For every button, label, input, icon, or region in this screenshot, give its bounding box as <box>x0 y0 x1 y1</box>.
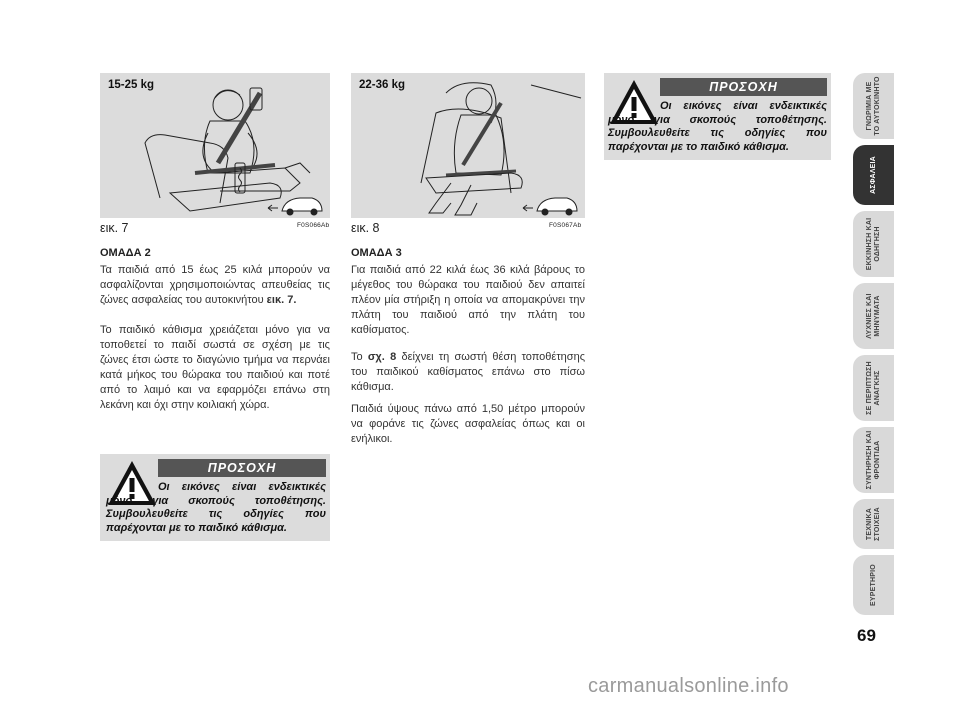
tab-safety[interactable] <box>853 145 894 205</box>
tab-label: ΕΥΡΕΤΗΡΙΟ <box>869 564 877 606</box>
tab-maintenance-care[interactable] <box>853 427 894 493</box>
child-seat-group3-illustration <box>351 73 585 218</box>
figure-caption: εικ. 8 <box>351 221 380 235</box>
body-paragraph <box>351 350 585 395</box>
tab-label: ΓΝΩΡΙΜΙΑ ΜΕ ΤΟ ΑΥΤΟΚΙΝΗΤΟ <box>865 76 881 136</box>
figure-reference: σχ. 8 <box>367 351 397 363</box>
body-paragraph <box>100 323 330 413</box>
figure-code: F0S066Ab <box>297 222 330 229</box>
figure-weight-label: 22-36 kg <box>359 79 406 91</box>
warning-text: Οι εικόνες είναι ενδεικτικές μόνο για σκοπούς τοποθέτησης. Συμβουλευθείτε τις οδηγίες που παρέχονται με το παιδικό κάθισμα. <box>106 481 326 534</box>
figure-weight-label: 15-25 kg <box>108 79 155 91</box>
tab-index[interactable] <box>853 555 894 615</box>
paragraph-text: δείχνει τη σωστή θέση τοποθέτησης του παιδικού καθίσματος επάνω στο πίσω κάθισμα. <box>351 351 585 393</box>
warning-title: ΠΡΟΣΟΧΗ <box>660 78 827 96</box>
warning-title: ΠΡΟΣΟΧΗ <box>158 459 326 477</box>
tab-label: ΑΣΦΑΛΕΙΑ <box>869 156 877 194</box>
paragraph-text: Το <box>351 351 368 363</box>
paragraph-text: Παιδιά ύψους πάνω από 1,50 μέτρο μπορούν να φοράνε τις ζώνες ασφαλείας όπως και οι ενήλικοι. <box>351 403 585 445</box>
tab-technical-data[interactable] <box>853 499 894 549</box>
warning-text: Οι εικόνες είναι ενδεικτικές μόνο για σκοπούς τοποθέτησης. Συμβουλευθείτε τις οδηγίες που παρέχονται με το παιδικό κάθισμα. <box>608 100 827 153</box>
figure-code: F0S067Ab <box>549 222 582 229</box>
tab-label: ΣΥΝΤΗΡΗΣΗ ΚΑΙ ΦΡΟΝΤΙΔΑ <box>865 430 881 490</box>
figure-7 <box>100 73 330 218</box>
figure-reference: εικ. 7 <box>266 294 294 306</box>
tab-label: ΣΕ ΠΕΡΙΠΤΩΣΗ ΑΝΑΓΚΗΣ <box>865 361 881 415</box>
tab-lights-messages[interactable] <box>853 283 894 349</box>
section-heading: ΟΜΑΔΑ 2 <box>100 247 151 259</box>
warning-box <box>100 454 330 541</box>
body-paragraph <box>351 402 585 447</box>
tab-starting-driving[interactable] <box>853 211 894 277</box>
watermark: carmanualsonline.info <box>588 675 789 697</box>
tab-label: ΕΚΚΙΝΗΣΗ ΚΑΙ ΟΔΗΓΗΣΗ <box>865 217 881 271</box>
figure-caption: εικ. 7 <box>100 221 129 235</box>
figure-8 <box>351 73 585 218</box>
paragraph-text: Για παιδιά από 22 κιλά έως 36 κιλά βάρους το μέγεθος του θώρακα του παιδιού δεν απαιτεί πλέον μία στήριξη η οποία να απομακρύνει την πλάτη του παιδιού από την πλάτη του καθίσματος. <box>351 264 585 336</box>
child-booster-seat-illustration <box>100 73 330 218</box>
section-heading: ΟΜΑΔΑ 3 <box>351 247 402 259</box>
tab-label: ΤΕΧΝΙΚΑ ΣΤΟΙΧΕΙΑ <box>865 507 881 541</box>
warning-box <box>604 73 831 160</box>
paragraph-text: Τα παιδιά από 15 έως 25 κιλά μπορούν να ασφαλίζονται χρησιμοποιώντας απευθείας τις ζώνες ασφαλείας του αυτοκινήτου <box>100 264 330 306</box>
paragraph-end: . <box>293 294 297 306</box>
body-paragraph <box>351 263 585 338</box>
tab-getting-to-know-car[interactable] <box>853 73 894 139</box>
page-number: 69 <box>857 626 876 645</box>
tab-emergency[interactable] <box>853 355 894 421</box>
paragraph-text: Το παιδικό κάθισμα χρειάζεται μόνο για να τοποθετεί το παιδί σωστά σε σχέση με τις ζώνες έτσι ώστε το διαγώνιο τμήμα να περνάει κατά μήκος του θώρακα του παιδιού και ποτέ από το λαιμό και να εφαρμόζει επάνω στη λεκάνη και όχι στην κοιλιακή χώρα. <box>100 324 330 411</box>
body-paragraph <box>100 263 330 308</box>
tab-label: ΛΥΧΝΙΕΣ ΚΑΙ ΜΗΝΥΜΑΤΑ <box>865 293 881 339</box>
